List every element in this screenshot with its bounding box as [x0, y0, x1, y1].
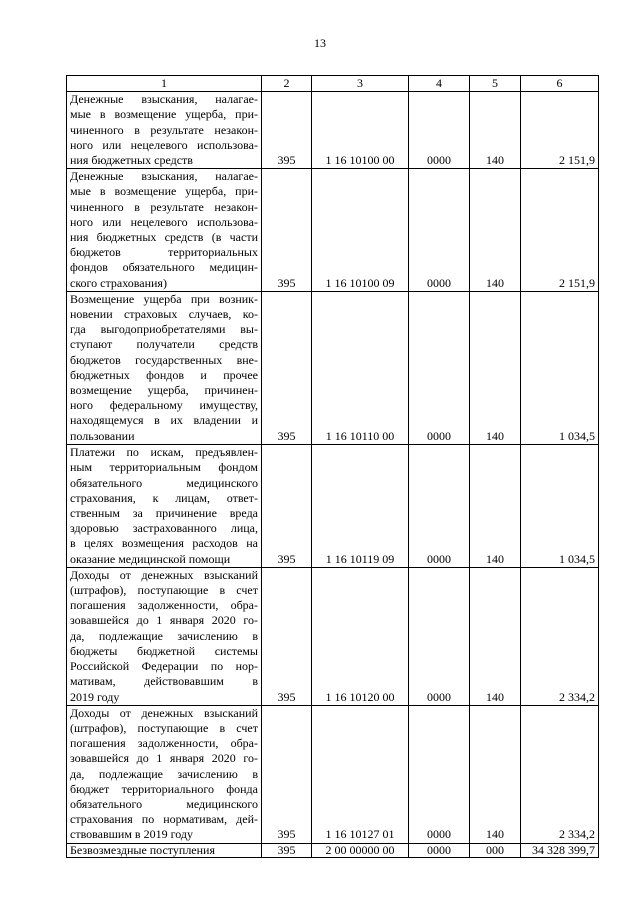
row-col3-cell: 1 16 10110 00 [312, 291, 409, 444]
table-row [67, 567, 599, 705]
row-col6-cell: 1 034,5 [521, 444, 599, 567]
table-row [67, 705, 599, 843]
description-line: ступают получатели средств [70, 337, 258, 352]
description-line: Российской Федерации по нор- [70, 659, 258, 674]
description-line: ного или нецелевого использова- [70, 214, 258, 229]
description-line: бюджеты бюджетной системы [70, 643, 258, 658]
description-line: зовавшейся до 1 января 2020 го- [70, 613, 258, 628]
description-line: (штрафов), поступающие в счет [70, 720, 258, 735]
description-line: обязательного медицинского [70, 796, 258, 811]
table-header-row [67, 76, 599, 92]
description-line: пользовании [70, 428, 135, 443]
description-line: погашения задолженности, обра- [70, 598, 258, 613]
header-cell: 6 [521, 76, 599, 92]
description-line: бюджет территориального фонда [70, 781, 258, 796]
row-col4-cell: 0000 [409, 291, 470, 444]
description-line: мые в возмещение ущерба, при- [70, 107, 258, 122]
row-col4-cell: 0000 [409, 92, 470, 169]
description-line: оказание медицинской помощи [70, 551, 231, 566]
description-line: погашения задолженности, обра- [70, 736, 258, 751]
header-cell: 1 [67, 76, 262, 92]
row-col2-cell: 395 [262, 92, 312, 169]
description-line: да, подлежащие зачислению в [70, 766, 258, 781]
row-col3-cell: 1 16 10119 09 [312, 444, 409, 567]
table-row [67, 169, 599, 292]
row-col2-cell: 395 [262, 444, 312, 567]
page-number: 13 [314, 36, 326, 50]
description-line: Доходы от денежных взысканий [70, 705, 258, 720]
table-row [67, 444, 599, 567]
row-col4-cell: 0000 [409, 705, 470, 843]
row-col5-cell: 140 [470, 92, 521, 169]
description-line: да, подлежащие зачислению в [70, 628, 258, 643]
row-col5-cell: 000 [470, 843, 521, 857]
description-line: Возмещение ущерба при возник- [70, 291, 258, 306]
row-description [67, 444, 262, 567]
row-col3-cell: 1 16 10100 00 [312, 92, 409, 169]
description-line: Денежные взыскания, налагае- [70, 92, 258, 107]
header-cell: 5 [470, 76, 521, 92]
description-line: бюджетных фондов и прочее [70, 367, 258, 382]
row-col6-cell: 34 328 399,7 [521, 843, 599, 857]
description-line: ния бюджетных средств [70, 153, 193, 168]
row-description [67, 291, 262, 444]
description-line: ствовавшим в 2019 году [70, 827, 193, 842]
row-description [67, 567, 262, 705]
table-row [67, 843, 599, 857]
description-line: Платежи по искам, предъявлен- [70, 445, 258, 460]
row-col2-cell: 395 [262, 567, 312, 705]
row-col6-cell: 2 334,2 [521, 567, 599, 705]
description-line: в целях возмещения расходов на [70, 536, 258, 551]
description-line: страхования по нормативам, дей- [70, 812, 258, 827]
description-line: ным территориальным фондом [70, 460, 258, 475]
description-line: Доходы от денежных взысканий [70, 567, 258, 582]
description-line: находящемуся в их владении и [70, 413, 258, 428]
table-row [67, 291, 599, 444]
row-col2-cell: 395 [262, 291, 312, 444]
row-col2-cell: 395 [262, 705, 312, 843]
row-col6-cell: 2 151,9 [521, 169, 599, 292]
row-col5-cell: 140 [470, 567, 521, 705]
row-description [67, 92, 262, 169]
row-col3-cell: 1 16 10127 01 [312, 705, 409, 843]
row-col5-cell: 140 [470, 705, 521, 843]
description-line: ного федеральному имуществу, [70, 398, 258, 413]
row-col6-cell: 2 334,2 [521, 705, 599, 843]
table-row [67, 92, 599, 169]
description-line: Безвозмездные поступления [70, 843, 215, 857]
description-line: новении страховых случаев, ко- [70, 307, 258, 322]
description-line: чиненного в результате незакон- [70, 122, 258, 137]
row-col5-cell: 140 [470, 291, 521, 444]
row-col5-cell: 140 [470, 169, 521, 292]
description-line: бюджетов территориальных [70, 245, 258, 260]
description-line: фондов обязательного медицин- [70, 260, 258, 275]
row-col5-cell: 140 [470, 444, 521, 567]
description-line: 2019 году [70, 689, 120, 704]
description-line: бюджетов государственных вне- [70, 352, 258, 367]
description-line: ского страхования) [70, 275, 167, 290]
description-line: здоровью застрахованного лица, [70, 521, 258, 536]
row-col4-cell: 0000 [409, 567, 470, 705]
description-line: ного или нецелевого использова- [70, 137, 258, 152]
description-line: (штрафов), поступающие в счет [70, 583, 258, 598]
row-col2-cell: 395 [262, 169, 312, 292]
row-col3-cell: 1 16 10120 00 [312, 567, 409, 705]
description-line: зовавшейся до 1 января 2020 го- [70, 751, 258, 766]
description-line: страхования, к лицам, ответ- [70, 490, 258, 505]
row-col3-cell: 1 16 10100 09 [312, 169, 409, 292]
description-line: мые в возмещение ущерба, при- [70, 184, 258, 199]
row-col4-cell: 0000 [409, 444, 470, 567]
row-description [67, 843, 262, 857]
header-cell: 2 [262, 76, 312, 92]
description-line: обязательного медицинского [70, 475, 258, 490]
description-line: возмещение ущерба, причинен- [70, 383, 258, 398]
row-col4-cell: 0000 [409, 169, 470, 292]
budget-table [66, 75, 599, 858]
description-line: ственным за причинение вреда [70, 506, 258, 521]
header-cell: 4 [409, 76, 470, 92]
row-description [67, 169, 262, 292]
description-line: ния бюджетных средств (в части [70, 230, 258, 245]
description-line: Денежные взыскания, налагае- [70, 169, 258, 184]
header-cell: 3 [312, 76, 409, 92]
row-col6-cell: 2 151,9 [521, 92, 599, 169]
description-line: мативам, действовавшим в [70, 674, 258, 689]
row-col6-cell: 1 034,5 [521, 291, 599, 444]
row-col4-cell: 0000 [409, 843, 470, 857]
row-description [67, 705, 262, 843]
description-line: гда выгодоприобретателями вы- [70, 322, 258, 337]
row-col2-cell: 395 [262, 843, 312, 857]
description-line: чиненного в результате незакон- [70, 199, 258, 214]
row-col3-cell: 2 00 00000 00 [312, 843, 409, 857]
